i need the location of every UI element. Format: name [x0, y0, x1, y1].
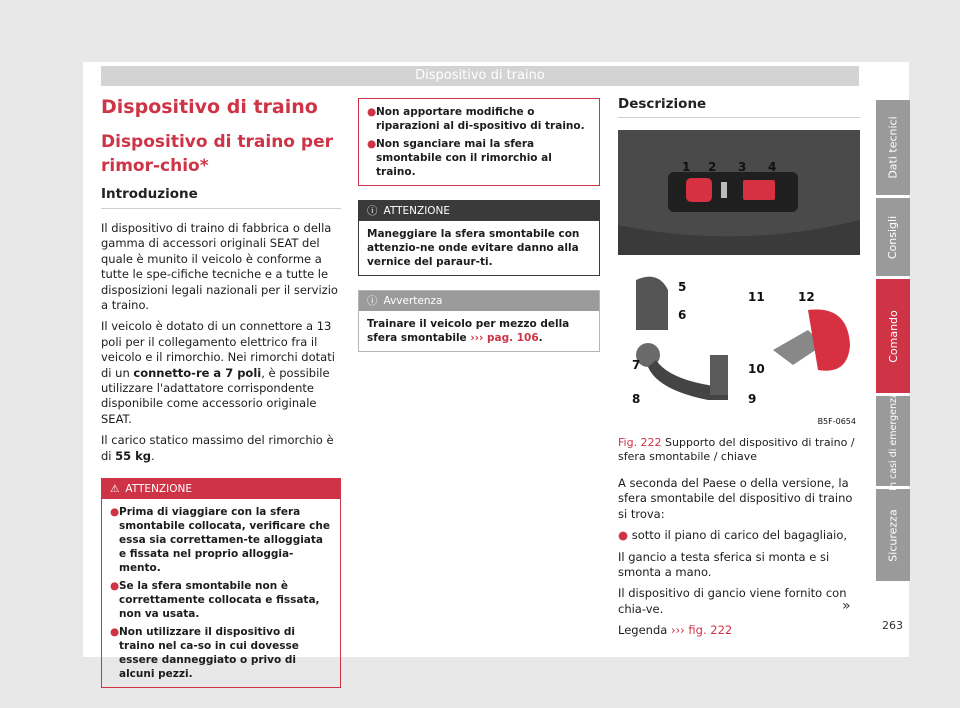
column-right — [618, 96, 860, 645]
warning-item: ● Non sganciare mai la sfera smontabile con il rimorchio al traino. — [367, 138, 552, 178]
callout-10: 10 — [748, 362, 765, 376]
tab-comando[interactable]: Comando — [876, 279, 910, 393]
tab-dati-tecnici[interactable]: Dati tecnici — [876, 100, 910, 195]
callout-8: 8 — [632, 392, 641, 406]
note-header: ⓘ Avvertenza — [359, 291, 599, 311]
key-paragraph: Il dispositivo di gancio viene fornito con chia-ve. — [618, 586, 847, 616]
description-bullet: ● sotto il piano di carico del bagagliaio, — [618, 528, 848, 543]
caution-header: ⓘ ATTENZIONE — [359, 201, 599, 221]
subsection-title: Introduzione — [101, 186, 341, 209]
column-middle — [358, 98, 600, 352]
warning-box-continued — [358, 98, 600, 186]
description-paragraph: A seconda del Paese o della versione, la sfera smontabile del dispositivo di traino si trova: — [618, 476, 853, 521]
warning-triangle-icon: ⚠ — [110, 483, 120, 496]
connector-paragraph: Il veicolo è dotato di un connettore a 13 poli per il collegamento elettrico fra il veicolo e il rimorchio. Nei rimorchi dotati di un connetto-re a 7 poli, è possibile utilizzare l'adattatore corrispondente disponibile come accessorio originale SEAT. — [101, 319, 335, 426]
callout-3: 3 — [738, 160, 747, 174]
description-title: Descrizione — [618, 96, 860, 118]
callout-4: 4 — [768, 160, 777, 174]
section-title: Dispositivo di traino per rimor-chio* — [101, 132, 333, 176]
towbar-illustration — [618, 130, 860, 430]
figure-caption: Fig. 222 Supporto del dispositivo di traino / sfera smontabile / chiave — [618, 436, 855, 463]
continued-marker: » — [842, 598, 851, 614]
info-circle-icon: ⓘ — [367, 205, 378, 217]
warning-header: ⚠ ATTENZIONE — [102, 479, 340, 499]
figure-code: B5F-0654 — [817, 417, 856, 426]
note-box — [358, 290, 600, 352]
warning-item: ● Se la sfera smontabile non è correttamente collocata e fissata, non va usata. — [110, 580, 320, 621]
load-paragraph: Il carico statico massimo del rimorchio è di 55 kg. — [101, 433, 334, 463]
callout-11: 11 — [748, 290, 765, 304]
callout-1: 1 — [682, 160, 691, 174]
figure-link[interactable]: ››› fig. 222 — [670, 623, 733, 638]
figure-222 — [618, 130, 860, 430]
callout-2: 2 — [708, 160, 717, 174]
warning-box — [101, 478, 341, 688]
mounting-paragraph: Il gancio a testa sferica si monta e si smonta a mano. — [618, 549, 830, 580]
tab-sicurezza[interactable]: Sicurezza — [876, 489, 910, 581]
legend-line: Legenda ››› fig. 222 — [618, 623, 733, 638]
note-text: Trainare il veicolo per mezzo della sfera smontabile ››› pag. 106. — [367, 318, 570, 344]
callout-12: 12 — [798, 290, 815, 304]
warning-item: ● Non utilizzare il dispositivo di traino nel ca-so in cui dovesse essere danneggiato o privo di alcuni pezzi. — [110, 626, 299, 681]
chapter-title: Dispositivo di traino — [101, 96, 318, 118]
chapter-tabs — [876, 100, 910, 584]
callout-9: 9 — [748, 392, 757, 406]
warning-item: ● Non apportare modifiche o riparazioni al di-spositivo di traino. — [367, 106, 585, 132]
column-left — [101, 96, 341, 688]
intro-paragraph: Il dispositivo di traino di fabbrica o della gamma di accessori originali SEAT del quale è munito il veicolo è conforme a tutte le spe-cifiche tecniche e a tutte le disposizioni legali nazionali per il servizio a traino. — [101, 221, 338, 313]
running-header: Dispositivo di traino — [101, 66, 859, 86]
tab-in-casi-di-emergenza[interactable]: In casi di emergenza — [876, 396, 910, 486]
callout-5: 5 — [678, 280, 687, 294]
page-number: 263 — [882, 619, 903, 632]
callout-7: 7 — [632, 358, 641, 372]
warning-item: ● Prima di viaggiare con la sfera smontabile collocata, verificare che essa sia correttamen-te alloggiata e fissata nel proprio alloggia-mento. — [110, 506, 330, 575]
tab-consigli[interactable]: Consigli — [876, 198, 910, 276]
note-icon: ⓘ — [367, 295, 378, 307]
page-link[interactable]: ››› pag. 106 — [470, 332, 539, 344]
caution-box — [358, 200, 600, 276]
callout-6: 6 — [678, 308, 687, 322]
caution-text: Maneggiare la sfera smontabile con attenzio-ne onde evitare danno alla vernice del paraur-ti. — [367, 228, 580, 268]
